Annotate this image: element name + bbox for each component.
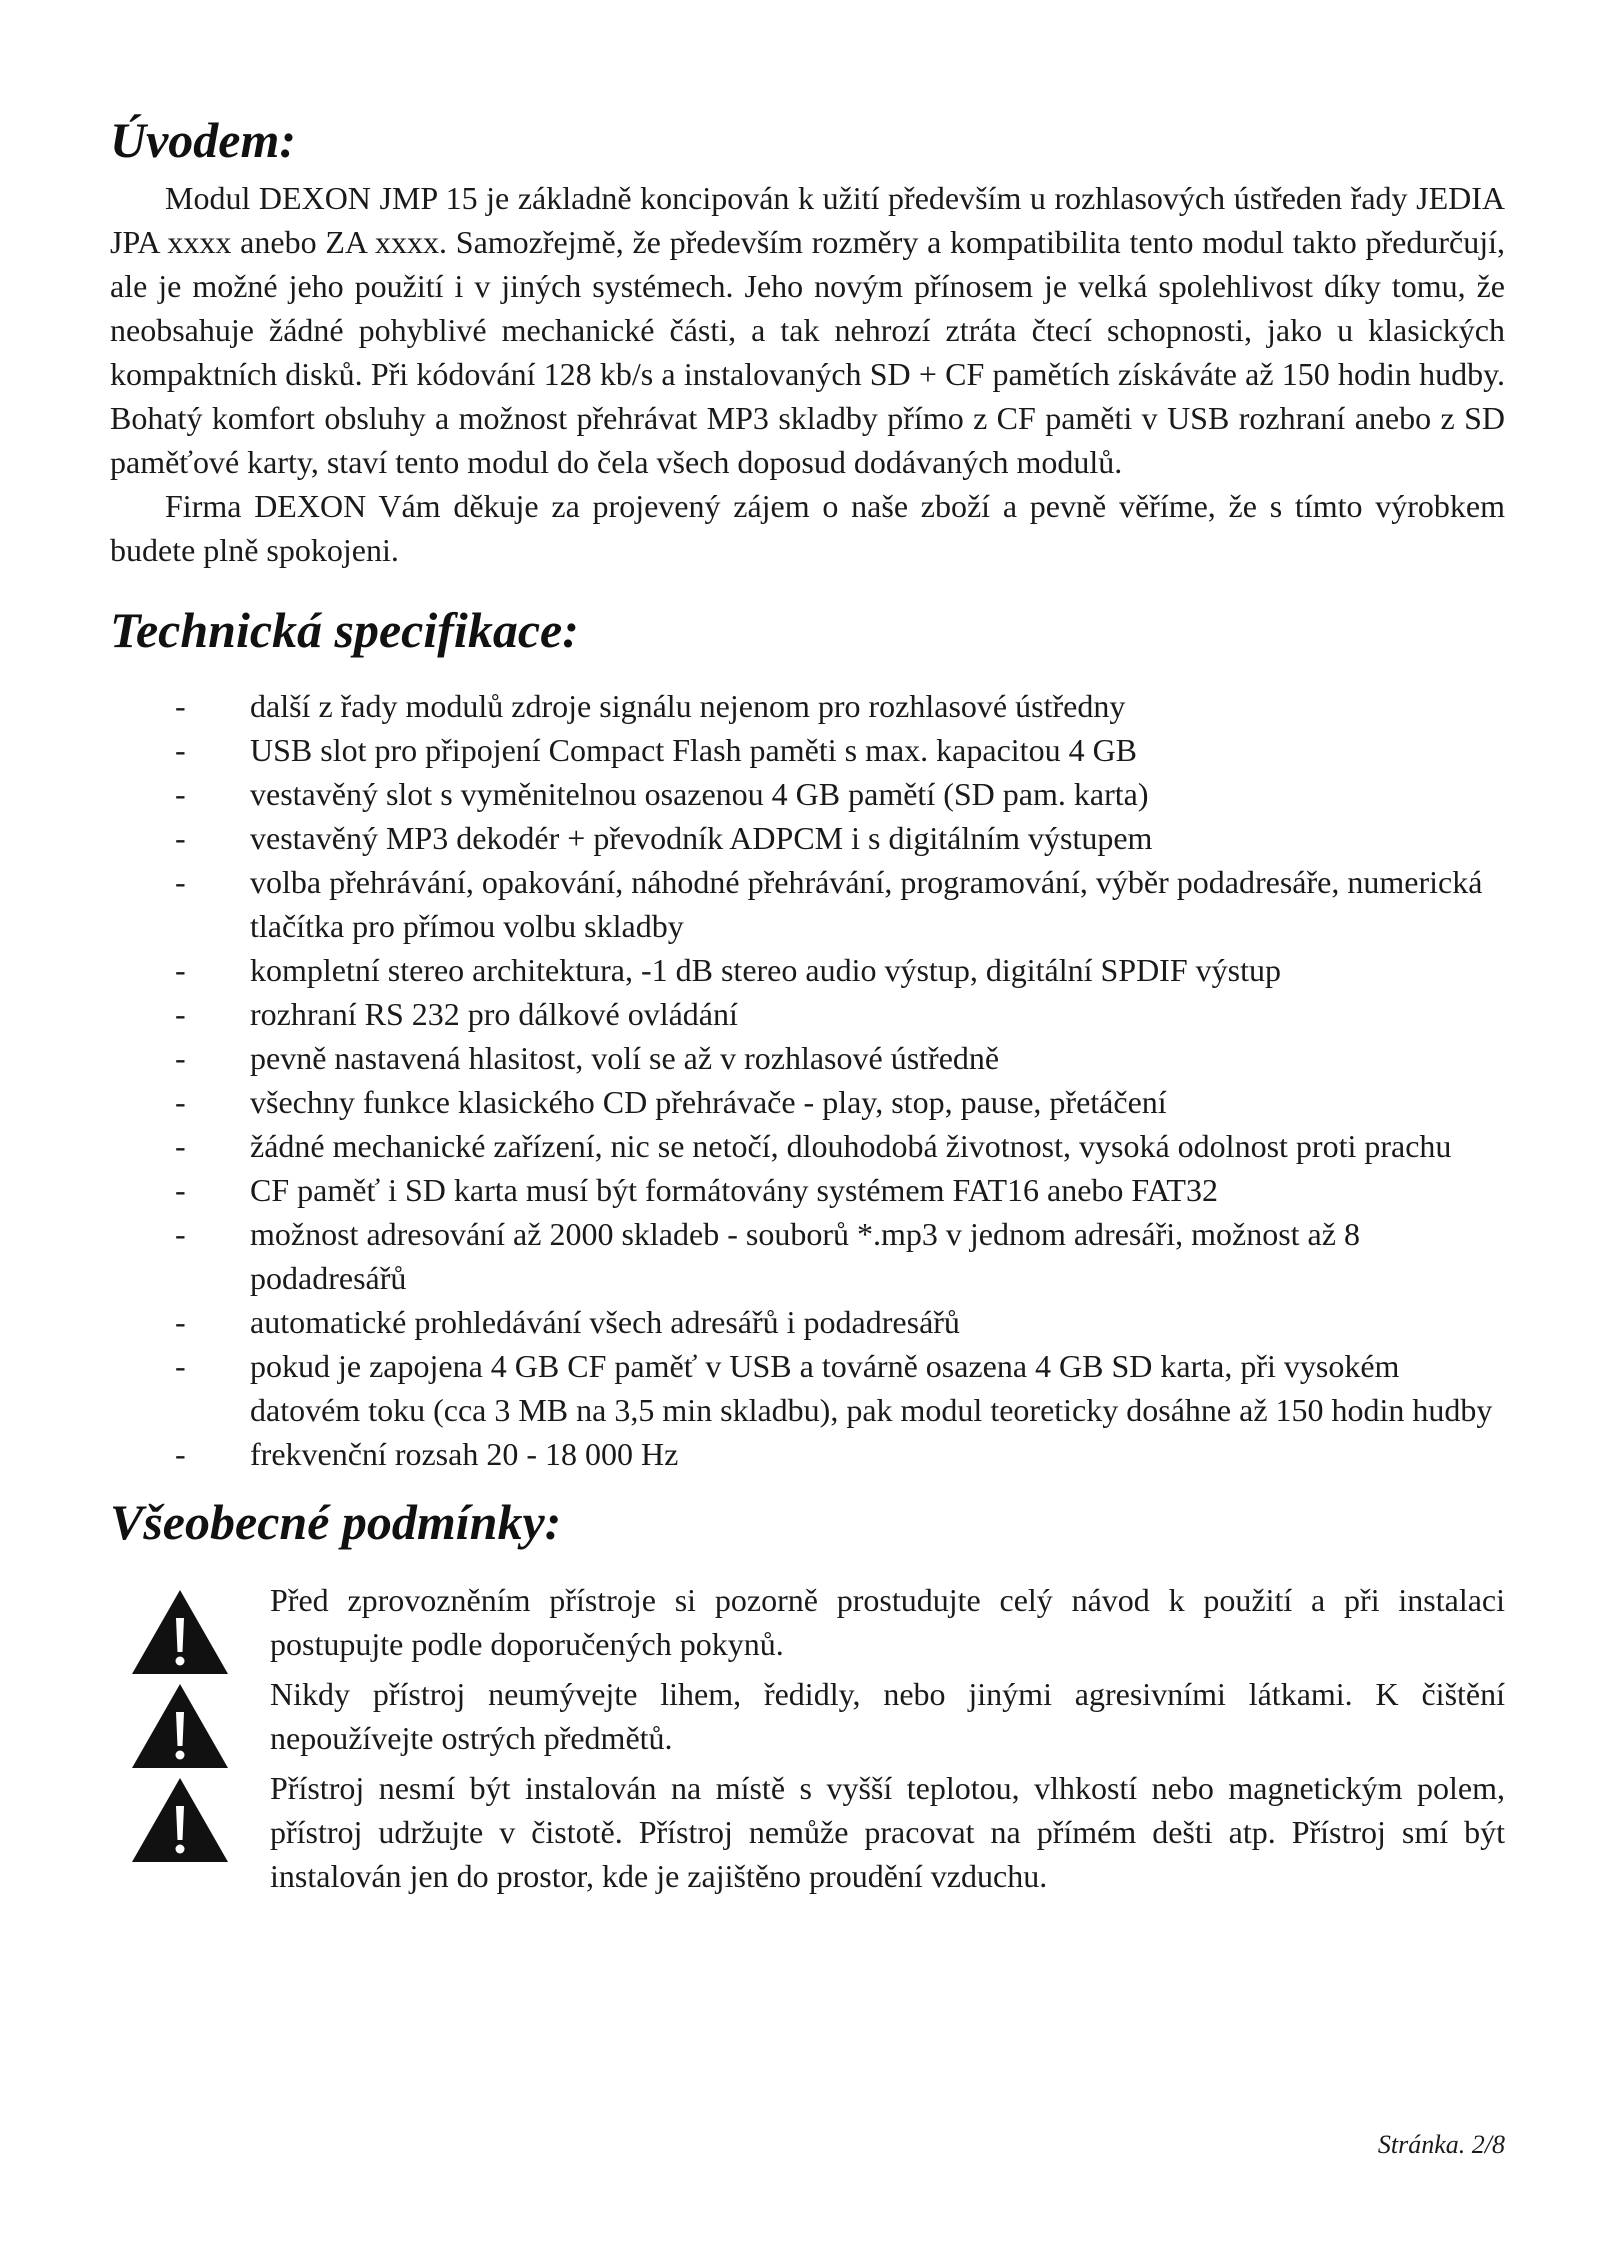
specs-heading: Technická specifikace: bbox=[110, 602, 579, 658]
spec-item bbox=[110, 816, 1505, 860]
warning-text: Před zprovozněním přístroje si pozorně prostudujte celý návod k použití a při instalaci postupujte podle doporučených pokynů. bbox=[270, 1582, 1505, 1662]
bullet-dash: - bbox=[175, 688, 186, 724]
specs-list bbox=[110, 684, 1505, 1476]
spec-item bbox=[110, 1432, 1505, 1476]
warning-item bbox=[110, 1766, 1505, 1898]
spec-item bbox=[110, 992, 1505, 1036]
spec-item-text: další z řady modulů zdroje signálu nejenom pro rozhlasové ústředny bbox=[250, 688, 1126, 724]
warnings-list bbox=[110, 1578, 1505, 1898]
thanks-paragraph: Firma DEXON Vám děkuje za projevený zájem o naše zboží a pevně věříme, že s tímto výrobkem budete plně spokojeni. bbox=[110, 488, 1505, 568]
spec-item bbox=[110, 860, 1505, 948]
intro-heading: Úvodem: bbox=[110, 112, 297, 168]
spec-item-text: CF paměť i SD karta musí být formátovány systémem FAT16 anebo FAT32 bbox=[250, 1172, 1218, 1208]
spec-item bbox=[110, 948, 1505, 992]
bullet-dash: - bbox=[175, 952, 186, 988]
spec-item-text: volba přehrávání, opakování, náhodné přehrávání, programování, výběr podadresáře, numerická tlačítka pro přímou volbu skladby bbox=[250, 864, 1483, 944]
bullet-dash: - bbox=[175, 1348, 186, 1384]
bullet-dash: - bbox=[175, 1128, 186, 1164]
bullet-dash: - bbox=[175, 864, 186, 900]
spec-item-text: možnost adresování až 2000 skladeb - souborů *.mp3 v jednom adresáři, možnost až 8 podadresářů bbox=[250, 1216, 1360, 1296]
page-number: Stránka. 2/8 bbox=[1377, 2130, 1505, 2159]
spec-item-text: žádné mechanické zařízení, nic se netočí, dlouhodobá životnost, vysoká odolnost proti prachu bbox=[250, 1128, 1452, 1164]
warning-text: Přístroj nesmí být instalován na místě s vyšší teplotou, vlhkostí nebo magnetickým polem, přístroj udržujte v čistotě. Přístroj nemůže pracovat na přímém dešti atp. Přístroj smí být instalován jen do prostor, kde je zajištěno proudění vzduchu. bbox=[270, 1770, 1505, 1894]
spec-item-text: vestavěný MP3 dekodér + převodník ADPCM i s digitálním výstupem bbox=[250, 820, 1153, 856]
spec-item-text: USB slot pro připojení Compact Flash paměti s max. kapacitou 4 GB bbox=[250, 732, 1138, 768]
bullet-dash: - bbox=[175, 732, 186, 768]
bullet-dash: - bbox=[175, 1084, 186, 1120]
bullet-dash: - bbox=[175, 1040, 186, 1076]
bullet-dash: - bbox=[175, 1216, 186, 1252]
bullet-dash: - bbox=[175, 996, 186, 1032]
spec-item bbox=[110, 1080, 1505, 1124]
spec-item-text: pokud je zapojena 4 GB CF paměť v USB a továrně osazena 4 GB SD karta, při vysokém datovém toku (cca 3 MB na 3,5 min skladbu), pak modul teoreticky dosáhne až 150 hodin hudby bbox=[250, 1348, 1493, 1428]
warning-text: Nikdy přístroj neumývejte lihem, ředidly, nebo jinými agresivními látkami. K čištění nepoužívejte ostrých předmětů. bbox=[270, 1676, 1505, 1756]
spec-item bbox=[110, 684, 1505, 728]
spec-item bbox=[110, 1300, 1505, 1344]
bullet-dash: - bbox=[175, 820, 186, 856]
spec-item-text: rozhraní RS 232 pro dálkové ovládání bbox=[250, 996, 738, 1032]
intro-paragraph: Modul DEXON JMP 15 je základně koncipován k užití především u rozhlasových ústředen řady JEDIA JPA xxxx anebo ZA xxxx. Samozřejmě, že především rozměry a kompatibilita tento modul takto předurčují, ale je možné jeho použití i v jiných systémech. Jeho novým přínosem je velká spolehlivost díky tomu, že neobsahuje žádné pohyblivé mechanické části, a tak nehrozí ztráta čtecí schopnosti, jako u klasických kompaktních disků. Při kódování 128 kb/s a instalovaných SD + CF pamětích získáváte až 150 hodin hudby. Bohatý komfort obsluhy a možnost přehrávat MP3 skladby přímo z CF paměti v USB rozhraní anebo z SD paměťové karty, staví tento modul do čela všech doposud dodávaných modulů. bbox=[110, 180, 1505, 480]
warning-item bbox=[110, 1578, 1505, 1666]
warning-triangle-icon bbox=[130, 1776, 230, 1864]
spec-item bbox=[110, 1168, 1505, 1212]
spec-item-text: automatické prohledávání všech adresářů i podadresářů bbox=[250, 1304, 960, 1340]
spec-item bbox=[110, 1212, 1505, 1300]
spec-item-text: kompletní stereo architektura, -1 dB stereo audio výstup, digitální SPDIF výstup bbox=[250, 952, 1281, 988]
bullet-dash: - bbox=[175, 1304, 186, 1340]
spec-item-text: pevně nastavená hlasitost, volí se až v rozhlasové ústředně bbox=[250, 1040, 1000, 1076]
warning-triangle-icon bbox=[130, 1588, 230, 1676]
general-heading: Všeobecné podmínky: bbox=[110, 1494, 562, 1550]
bullet-dash: - bbox=[175, 1436, 186, 1472]
spec-item-text: frekvenční rozsah 20 - 18 000 Hz bbox=[250, 1436, 679, 1472]
spec-item-text: všechny funkce klasického CD přehrávače - play, stop, pause, přetáčení bbox=[250, 1084, 1167, 1120]
spec-item bbox=[110, 1124, 1505, 1168]
document-page bbox=[110, 110, 1505, 1904]
bullet-dash: - bbox=[175, 776, 186, 812]
warning-item bbox=[110, 1672, 1505, 1760]
spec-item bbox=[110, 728, 1505, 772]
spec-item bbox=[110, 772, 1505, 816]
warning-triangle-icon bbox=[130, 1682, 230, 1770]
spec-item bbox=[110, 1036, 1505, 1080]
spec-item bbox=[110, 1344, 1505, 1432]
bullet-dash: - bbox=[175, 1172, 186, 1208]
spec-item-text: vestavěný slot s vyměnitelnou osazenou 4 GB pamětí (SD pam. karta) bbox=[250, 776, 1149, 812]
